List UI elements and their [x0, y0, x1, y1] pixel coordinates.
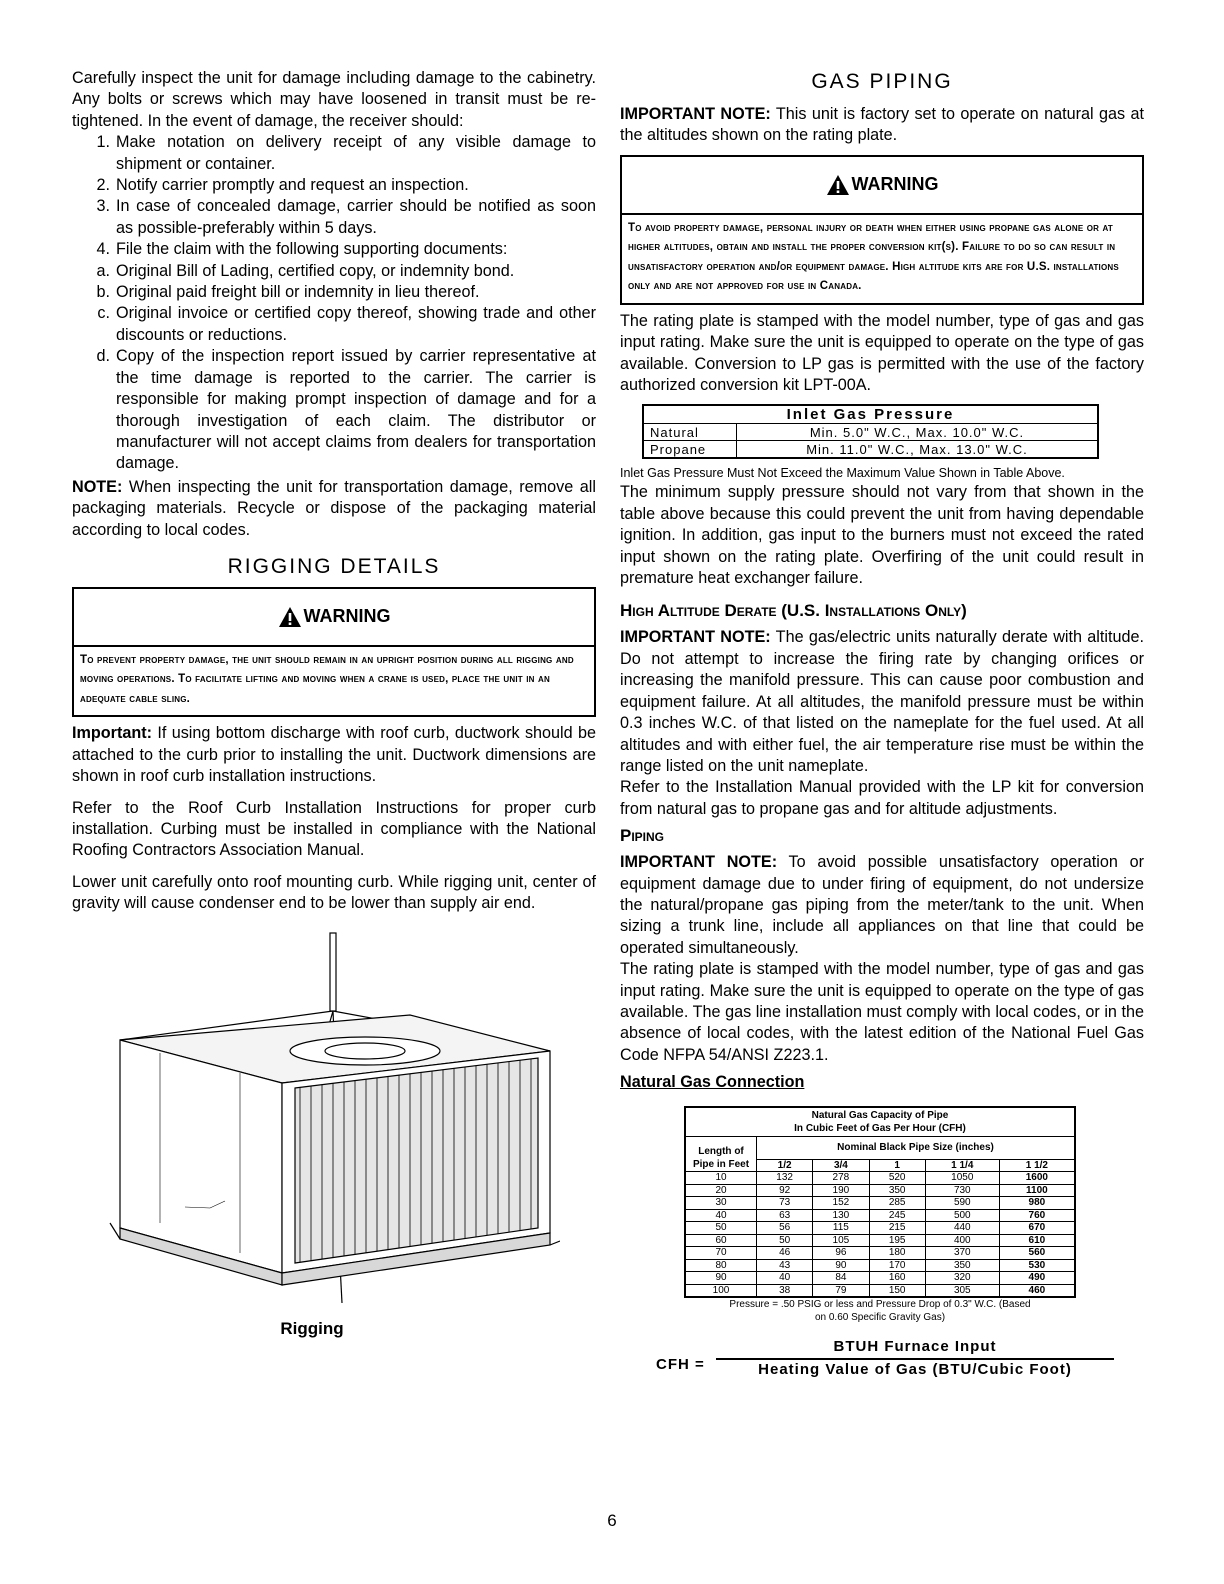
table-cell: 90 — [813, 1259, 869, 1272]
table-row: Natural Min. 5.0" W.C., Max. 10.0" W.C. — [643, 424, 1098, 441]
right-column — [620, 68, 1144, 1398]
fraction-bar — [716, 1358, 1114, 1360]
table-cell: 530 — [999, 1259, 1075, 1272]
table-cell: 80 — [685, 1259, 757, 1272]
table-cell: 490 — [999, 1272, 1075, 1285]
table-cell: 500 — [925, 1209, 999, 1222]
table-cell: 73 — [757, 1197, 813, 1210]
formula-lhs: CFH = — [656, 1356, 705, 1374]
table-cell: 195 — [869, 1234, 925, 1247]
min-supply-paragraph: The minimum supply pressure should not vary from that shown in the table above because this could prevent the unit from having dependable ignition. In addition, gas input to the burners must not exceed the rated input shown on the rating plate. Overfiring of the unit could result in premature heat exchanger failure. — [620, 483, 1144, 588]
table-row — [685, 1197, 1075, 1210]
important-note-3: IMPORTANT NOTE: To avoid possible unsatisfactory operation or equipment damage due to under firing of equipment, do not undersize the natural/propane gas piping from the meter/tank to the unit. When sizing a trunk line, include all appliances on that line that could be operated simultaneously. — [620, 853, 1145, 957]
table-cell: 43 — [757, 1259, 813, 1272]
table-row — [685, 1259, 1075, 1272]
gas-warning-text: To avoid property damage, personal injury or death when either using propane gas alone or at higher altitudes, obtain and install the proper conversion kit(s). Failure to do so can result in unsatisfactory operation and/or equipment damage. High altitude kits are for U.S. installations only and are not approved for use in Canada. — [628, 221, 1119, 293]
intro-paragraph: Carefully inspect the unit for damage including damage to the cabinetry. Any bolts or screws which may have loosened in transit must be re-tightened. In the event of damage, the receiver should: — [72, 69, 596, 130]
table-cell: 70 — [685, 1247, 757, 1260]
table-row — [685, 1209, 1075, 1222]
table-cell: 105 — [813, 1234, 869, 1247]
table-cell: 305 — [925, 1284, 999, 1297]
table-cell: 160 — [869, 1272, 925, 1285]
gas-capacity-table — [684, 1106, 1076, 1299]
list-item: b. Original paid freight bill or indemnity in lieu thereof. — [96, 283, 480, 302]
natural-gas-connection-heading: Natural Gas Connection — [620, 1073, 805, 1092]
table-cell: 730 — [925, 1184, 999, 1197]
table-cell: 350 — [925, 1259, 999, 1272]
important-note-1: IMPORTANT NOTE: This unit is factory set to operate on natural gas at the altitudes shown on the rating plate. — [620, 105, 1144, 145]
table-cell: 46 — [757, 1247, 813, 1260]
warning-title: WARNING — [303, 606, 391, 627]
curb-paragraph: Refer to the Roof Curb Installation Instructions for proper curb installation. Curbing must be installed in compliance with the National Roofing Contractors Association Manual. — [72, 798, 596, 860]
table-cell: 10 — [685, 1172, 757, 1185]
table-cell: 152 — [813, 1197, 869, 1210]
table-note: Pressure = .50 PSIG or less and Pressure Drop of 0.3" W.C. (Based on 0.60 Specific Gravity Gas) — [729, 1299, 1031, 1324]
table-cell: 79 — [813, 1284, 869, 1297]
rating-plate-paragraph-1: The rating plate is stamped with the model number, type of gas and gas input rating. Make sure the unit is equipped to operate on the type of gas available. Conversion to LP gas is permitted with the use of the factory authorized conversion kit LPT-00A. — [620, 311, 1144, 395]
table-cell: 440 — [925, 1222, 999, 1235]
table-cell: 590 — [925, 1197, 999, 1210]
table-cell: 520 — [869, 1172, 925, 1185]
formula-numerator: BTUH Furnace Input — [833, 1338, 997, 1356]
table-cell: 190 — [813, 1184, 869, 1197]
table-row — [685, 1234, 1075, 1247]
refer-paragraph: Refer to the Installation Manual provided with the LP kit for conversion from natural gas to propane gas and for altitude adjustments. — [620, 778, 1144, 818]
column-header: 1 1/4 — [925, 1159, 999, 1172]
table-cell: 670 — [999, 1222, 1075, 1235]
note-paragraph: NOTE: When inspecting the unit for transportation damage, remove all packaging materials. Recycle or dispose of the packaging material according to local codes. — [72, 477, 596, 539]
table-row — [685, 1172, 1075, 1185]
list-item: d. Copy of the inspection report issued by carrier representative at the time damage is reported to the carrier. The carrier is responsible for making prompt inspection of damage and for a thorough investigation of each claim. The distributor or manufacturer will not accept claims from dealers for transportation damage. — [96, 347, 596, 473]
cfh-formula — [620, 1338, 1144, 1398]
table-cell: 980 — [999, 1197, 1075, 1210]
table-cell: 1600 — [999, 1172, 1075, 1185]
table-cell: 56 — [757, 1222, 813, 1235]
documents-list — [72, 261, 596, 475]
column-header: 1/2 — [757, 1159, 813, 1172]
high-altitude-heading: High Altitude Derate (U.S. Installations Only) — [620, 601, 967, 621]
table-cell: 100 — [685, 1284, 757, 1297]
table-cell: 63 — [757, 1209, 813, 1222]
rigging-warning-text: To prevent property damage, the unit should remain in an upright position during all rigging and moving operations. To facilitate lifting and moving when a crane is used, place the unit in an adequate cable sling. — [80, 653, 574, 705]
table-cell: 1050 — [925, 1172, 999, 1185]
table-cell: 320 — [925, 1272, 999, 1285]
table-caption: In Cubic Feet of Gas Per Hour (CFH) — [794, 1122, 966, 1134]
rating-plate-paragraph-2: The rating plate is stamped with the model number, type of gas and gas input rating. Make sure the unit is equipped to operate on the type of gas available. The gas line installation must comply with local codes, or in the absence of local codes, with the latest edition of the National Fuel Gas Code NFPA 54/ANSI Z223.1. — [620, 960, 1144, 1064]
table-row — [685, 1272, 1075, 1285]
warning-title: WARNING — [851, 174, 939, 195]
rigging-heading: RIGGING DETAILS — [227, 554, 441, 578]
table-cell: 1100 — [999, 1184, 1075, 1197]
table-cell: 40 — [757, 1272, 813, 1285]
table-cell: 170 — [869, 1259, 925, 1272]
inlet-gas-pressure-table — [642, 404, 1099, 459]
table-caption: Natural Gas Capacity of Pipe — [811, 1109, 949, 1121]
piping-heading: Piping — [620, 826, 665, 846]
table-cell: 60 — [685, 1234, 757, 1247]
inlet-note: Inlet Gas Pressure Must Not Exceed the Maximum Value Shown in Table Above. — [620, 466, 1065, 481]
table-cell: 96 — [813, 1247, 869, 1260]
important-paragraph: Important: If using bottom discharge with roof curb, ductwork should be attached to the curb prior to installing the unit. Ductwork dimensions are shown in roof curb installation instructions. — [72, 724, 596, 786]
table-cell: 285 — [869, 1197, 925, 1210]
table-cell: 400 — [925, 1234, 999, 1247]
table-cell: 92 — [757, 1184, 813, 1197]
list-item: 3. In case of concealed damage, carrier should be notified as soon as possible-preferably within 5 days. — [96, 197, 596, 237]
gas-warning-box — [620, 155, 1144, 305]
table-cell: 460 — [999, 1284, 1075, 1297]
table-cell: 560 — [999, 1247, 1075, 1260]
figure-caption: Rigging — [280, 1318, 344, 1338]
left-column — [72, 68, 596, 1339]
table-cell: 150 — [869, 1284, 925, 1297]
steps-list — [72, 132, 596, 260]
column-header: 3/4 — [813, 1159, 869, 1172]
table-cell: 50 — [757, 1234, 813, 1247]
formula-denominator: Heating Value of Gas (BTU/Cubic Foot) — [758, 1361, 1072, 1379]
table-row — [685, 1284, 1075, 1297]
list-item: 1. Make notation on delivery receipt of any visible damage to shipment or container. — [96, 133, 596, 173]
table-cell: 370 — [925, 1247, 999, 1260]
column-header: Pipe in Feet — [692, 1159, 750, 1171]
lower-unit-paragraph: Lower unit carefully onto roof mounting curb. While rigging unit, center of gravity will cause condenser end to be lower than supply air end. — [72, 872, 596, 913]
table-row — [685, 1247, 1075, 1260]
table-cell: 132 — [757, 1172, 813, 1185]
rigging-warning-box — [72, 587, 596, 718]
list-item: 4. File the claim with the following supporting documents: — [96, 240, 508, 259]
table-cell: 30 — [685, 1197, 757, 1210]
table-cell: 84 — [813, 1272, 869, 1285]
table-cell: 760 — [999, 1209, 1075, 1222]
column-header: 1 1/2 — [999, 1159, 1075, 1172]
list-item: a. Original Bill of Lading, certified copy, or indemnity bond. — [96, 261, 515, 280]
table-cell: 20 — [685, 1184, 757, 1197]
list-item: c. Original invoice or certified copy thereof, showing trade and other discounts or reductions. — [97, 304, 596, 344]
table-cell: 40 — [685, 1209, 757, 1222]
table-row — [685, 1184, 1075, 1197]
table-cell: 115 — [813, 1222, 869, 1235]
table-cell: 50 — [685, 1222, 757, 1235]
table-cell: 130 — [813, 1209, 869, 1222]
table-cell: 215 — [869, 1222, 925, 1235]
table-cell: 245 — [869, 1209, 925, 1222]
important-note-2: IMPORTANT NOTE: The gas/electric units naturally derate with altitude. Do not attempt to increase the firing rate by changing orifices or increasing the manifold pressure. This can cause poor combustion and equipment failure. At all altitudes, the manifold pressure must be within 0.3 inches W.C. of that listed on the nameplate for the fuel used. At all altitudes and with either fuel, the air temperature rise must be within the range listed on the unit nameplate. — [620, 628, 1144, 775]
list-item: 2. Notify carrier promptly and request an inspection. — [96, 176, 469, 195]
inlet-table-title: Inlet Gas Pressure — [643, 405, 1098, 424]
warning-icon — [826, 174, 850, 196]
table-cell: 350 — [869, 1184, 925, 1197]
table-cell: 610 — [999, 1234, 1075, 1247]
gas-piping-heading: GAS PIPING — [811, 70, 953, 93]
rigging-illustration — [90, 923, 560, 1313]
table-cell: 278 — [813, 1172, 869, 1185]
column-header: Length of — [698, 1146, 744, 1158]
table-row: Propane Min. 11.0" W.C., Max. 13.0" W.C. — [643, 441, 1098, 459]
table-row — [685, 1222, 1075, 1235]
page-number: 6 — [607, 1511, 617, 1530]
table-cell: 90 — [685, 1272, 757, 1285]
warning-icon — [278, 606, 302, 628]
table-cell: 180 — [869, 1247, 925, 1260]
column-header: Nominal Black Pipe Size (inches) — [757, 1136, 1076, 1159]
column-header: 1 — [869, 1159, 925, 1172]
table-cell: 38 — [757, 1284, 813, 1297]
